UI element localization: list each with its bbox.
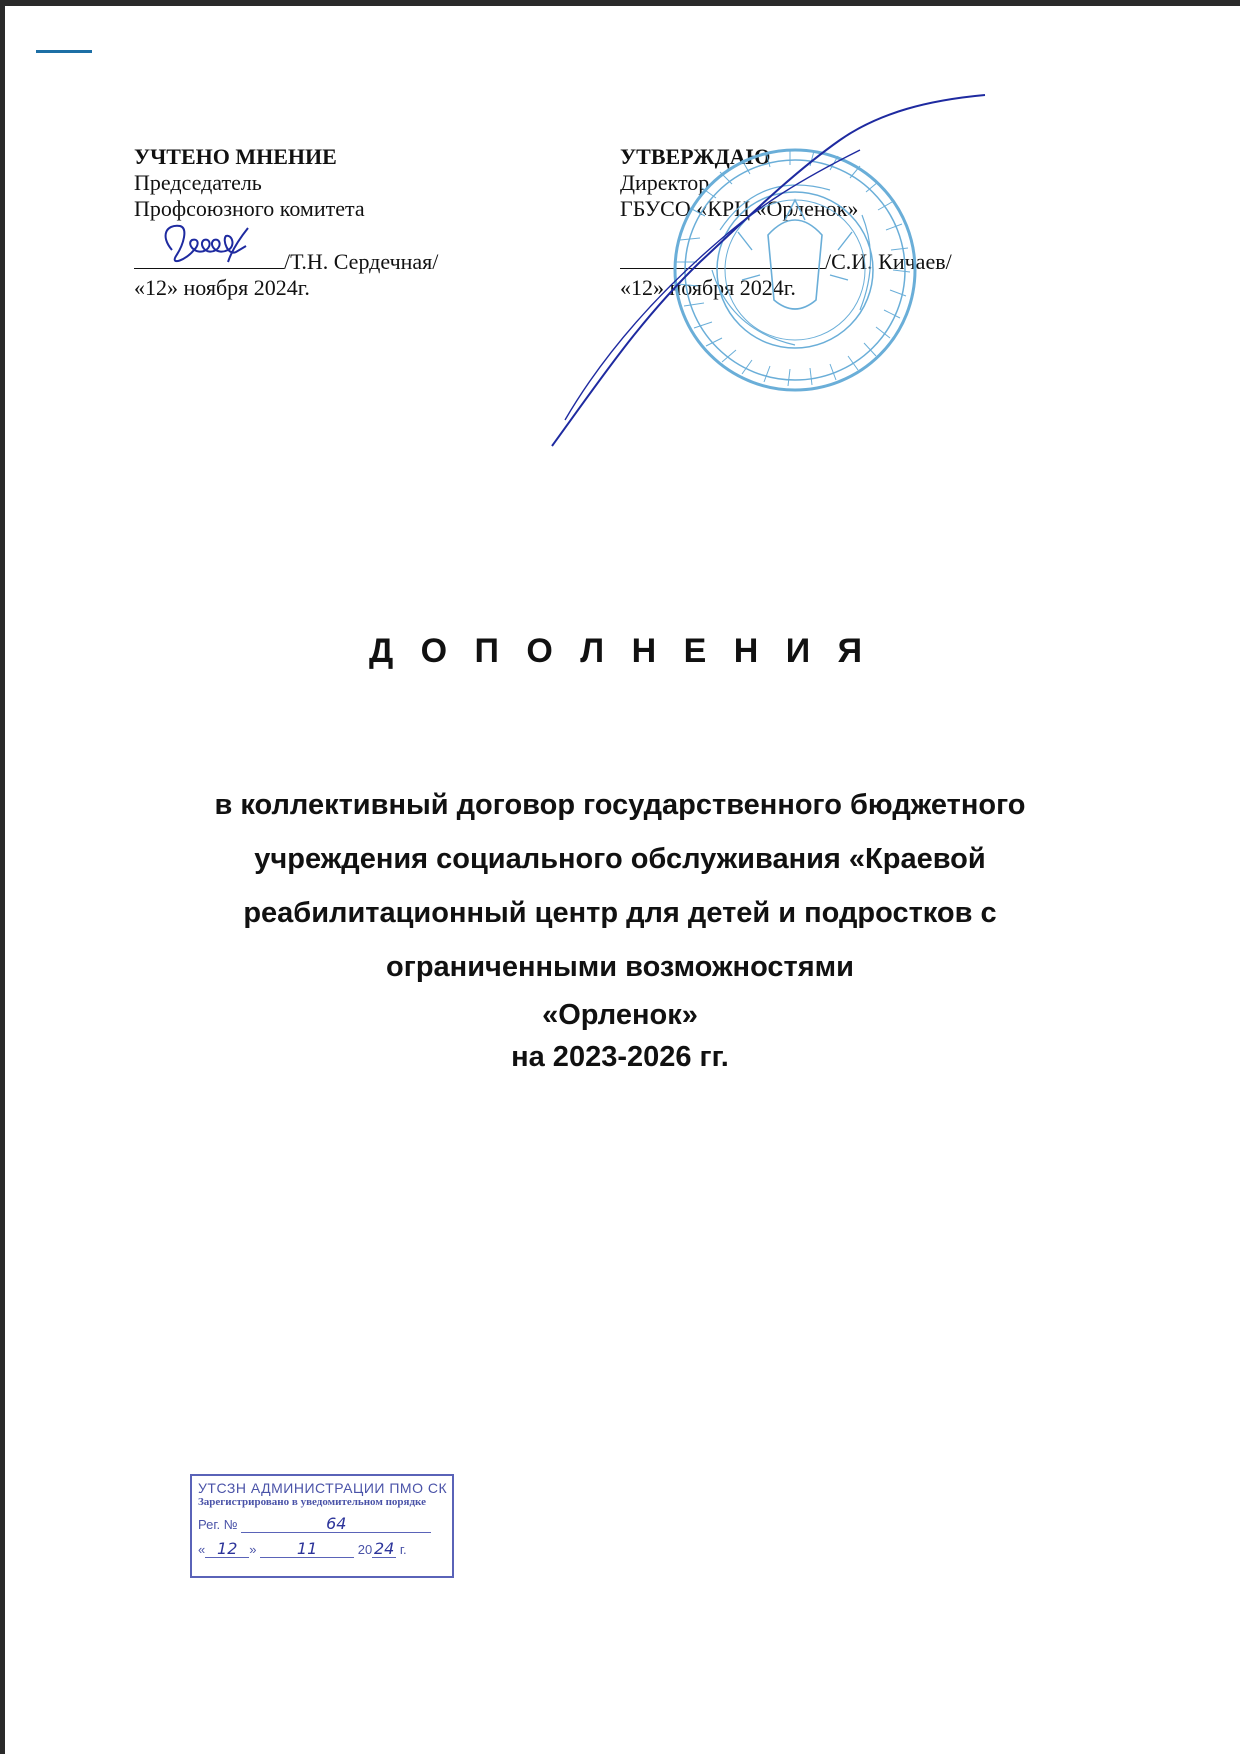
registration-date-open-quote: « (198, 1542, 206, 1557)
union-signature-blank (134, 248, 284, 269)
subject-line-4: ограниченными возможностями (386, 951, 854, 983)
director-position: Директор (620, 170, 710, 195)
approval-heading-union: УЧТЕНО МНЕНИЕ (134, 144, 337, 169)
registration-number-value: 64 (241, 1516, 431, 1533)
document-title: Д О П О Л Н Е Н И Я (368, 632, 872, 670)
scan-border-left (0, 0, 5, 1754)
union-organization: Профсоюзного комитета (134, 196, 365, 221)
union-approval-date: «12» ноября 2024г. (134, 275, 310, 300)
subject-line-3: реабилитационный центр для детей и подростков с (243, 897, 997, 929)
union-position: Председатель (134, 170, 262, 195)
union-signer-name: /Т.Н. Сердечная/ (284, 249, 439, 274)
director-organization: ГБУСО «КРЦ «Орленок» (620, 196, 859, 221)
registration-number-row (198, 1516, 446, 1533)
approval-heading-director: УТВЕРЖДАЮ (620, 144, 771, 169)
approval-block-union (134, 144, 514, 301)
subject-line-5: «Орленок» (542, 999, 698, 1031)
scan-border-top (0, 0, 1240, 6)
subject-line-1: в коллективный договор государственного бюджетного (214, 789, 1026, 821)
director-signature-line (620, 248, 1020, 275)
registration-month: 11 (260, 1541, 354, 1558)
registration-stamp (190, 1474, 454, 1578)
registration-stamp-subtitle: Зарегистрировано в уведомительном порядке (198, 1496, 427, 1508)
registration-date-close-quote: » (249, 1542, 257, 1557)
approval-block-director (620, 144, 1020, 301)
director-signer-name: /С.И. Кичаев/ (825, 249, 952, 274)
registration-stamp-title: УТСЗН АДМИНИСТРАЦИИ ПМО СК (198, 1480, 448, 1496)
director-approval-date: «12» ноября 2024г. (620, 275, 796, 300)
registration-year-prefix: 20 (357, 1542, 373, 1557)
scan-mark (36, 50, 92, 53)
subject-line-6: на 2023-2026 гг. (511, 1041, 729, 1073)
registration-number-label: Рег. № (198, 1517, 238, 1532)
union-signature-line (134, 248, 514, 275)
document-subject (120, 778, 1120, 1078)
registration-year-unit: г. (399, 1542, 407, 1557)
registration-day: 12 (205, 1541, 249, 1558)
registration-date-row (198, 1541, 446, 1558)
registration-year-suffix: 24 (374, 1539, 395, 1558)
subject-line-2: учреждения социального обслуживания «Краевой (254, 843, 986, 875)
director-signature-blank (620, 248, 825, 269)
